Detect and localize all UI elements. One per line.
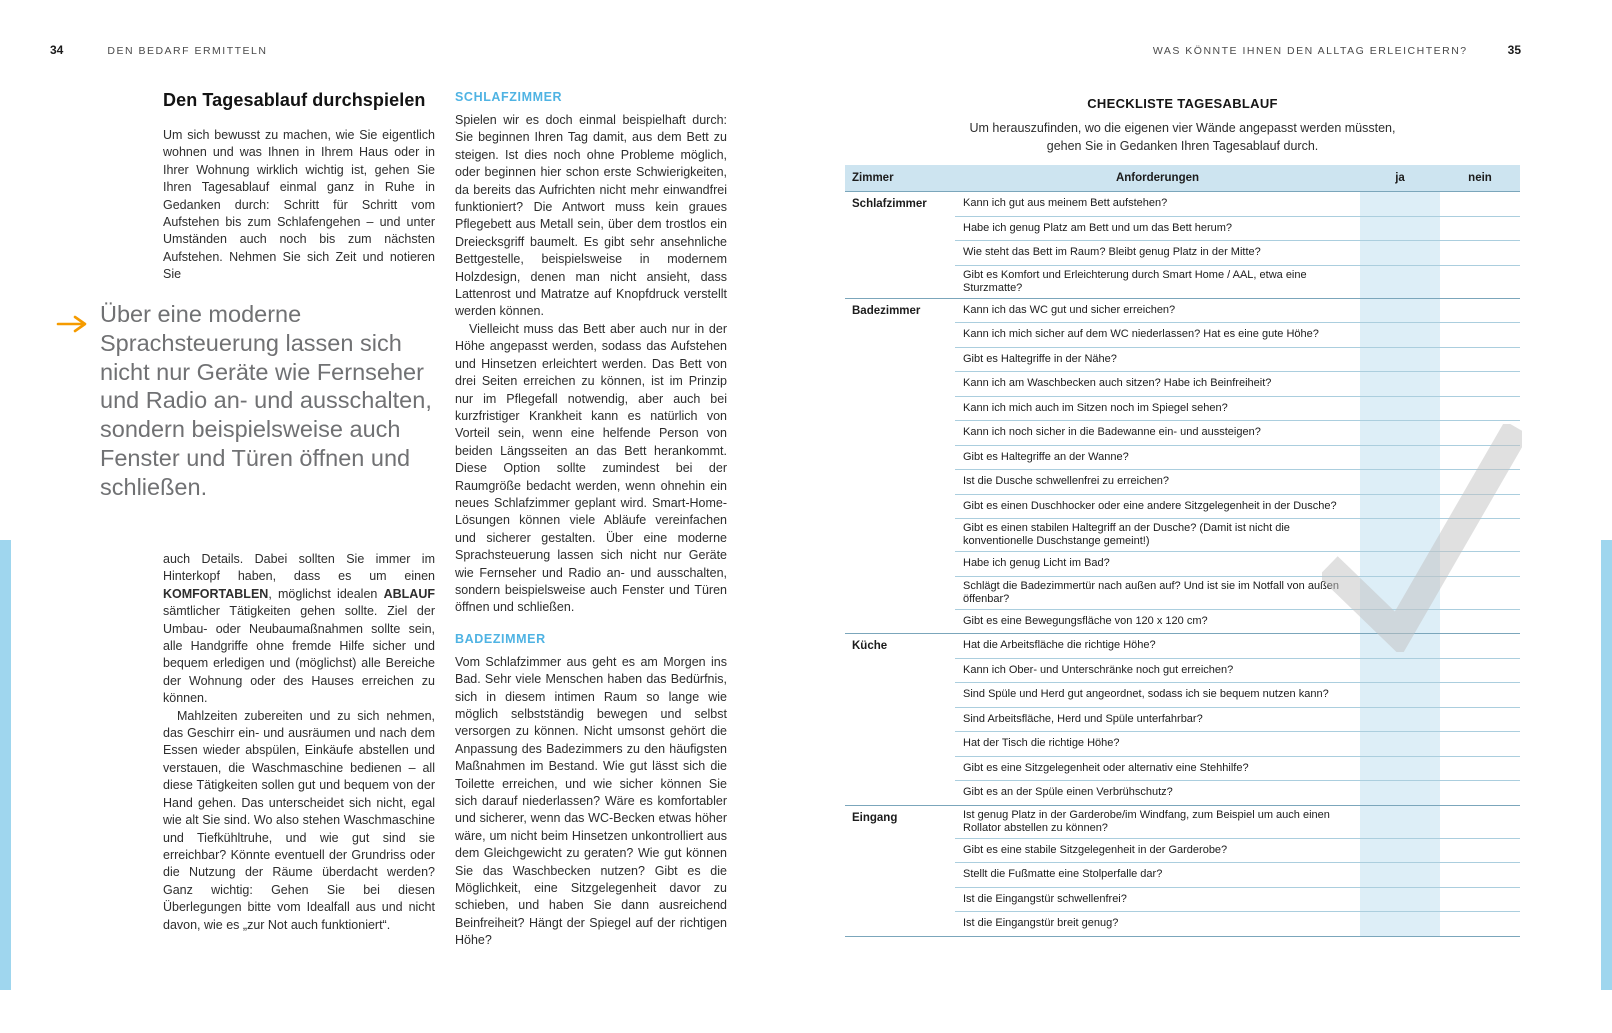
ja-cell (1360, 191, 1440, 216)
ja-cell (1360, 780, 1440, 805)
room-label (845, 756, 955, 781)
room-label (845, 838, 955, 863)
question-cell: Gibt es an der Spüle einen Verbrühschutz? (955, 780, 1360, 805)
ja-cell (1360, 707, 1440, 732)
room-label (845, 216, 955, 241)
question-cell: Gibt es eine Sitzgelegenheit oder alternativ eine Stehhilfe? (955, 756, 1360, 781)
emphasis-text: ABLAUF (383, 586, 435, 601)
body-paragraph (163, 551, 435, 708)
arrow-right-icon (56, 314, 92, 334)
nein-cell (1440, 707, 1520, 732)
table-header-row (845, 165, 1520, 191)
column-header: Anforderungen (1115, 172, 1200, 184)
question-cell: Ist die Eingangstür breit genug? (955, 911, 1360, 936)
table-row (845, 805, 1520, 838)
nein-cell (1440, 191, 1520, 216)
table-row (845, 682, 1520, 707)
ja-cell (1360, 756, 1440, 781)
section-heading: BADEZIMMER (455, 631, 546, 646)
nein-cell (1440, 445, 1520, 470)
ja-cell (1360, 469, 1440, 494)
room-label (845, 658, 955, 683)
question-cell: Gibt es Haltegriffe in der Nähe? (955, 347, 1360, 372)
pull-quote: Über eine moderne Sprachsteuerung lassen sich nicht nur Geräte wie Fernseher und Radio an- und ausschalten, sondern beispielsweise auch Fenster und Türen öffnen und schließen. (100, 301, 432, 500)
ja-cell (1360, 633, 1440, 658)
body-paragraph (455, 321, 727, 617)
text-run: auch Details. Dabei sollten Sie immer im Hinterkopf haben, dass es um einen (163, 552, 435, 584)
question-cell: Kann ich am Waschbecken auch sitzen? Habe ich Beinfreiheit? (955, 371, 1360, 396)
text-run: Spielen wir es doch einmal beispielhaft durch: Sie beginnen Ihren Tag damit, aus dem Bett zu steigen. Ist dies noch ohne Probleme möglich, oder beginnen hier schon erste Schwierigkeiten, da bereits das Aufrichten nicht mehr einwandfrei funktioniert? Die Antwort muss kein graues Pflegebett aus Metall sein, über dem trostlos ein Dreiecksgriff baumelt. Es gibt sehr ansehnliche Bettgestelle, beispielsweise in modernem Holzdesign, denen man nicht ansieht, dass Lattenrost und Matratze auf Knopfdruck verstellt werden können. (455, 113, 727, 319)
left-column-continued (163, 551, 435, 934)
table-row (845, 469, 1520, 494)
left-page-header (50, 43, 267, 57)
question-cell: Gibt es einen Duschhocker oder eine andere Sitzgelegenheit in der Dusche? (955, 494, 1360, 519)
ja-cell (1360, 609, 1440, 634)
nein-cell (1440, 322, 1520, 347)
nein-cell (1440, 216, 1520, 241)
room-label (845, 862, 955, 887)
table-row (845, 298, 1520, 323)
nein-cell (1440, 862, 1520, 887)
room-label (845, 322, 955, 347)
room-label: Küche (845, 633, 955, 658)
question-cell: Kann ich Ober- und Unterschränke noch gut erreichen? (955, 658, 1360, 683)
ja-cell (1360, 347, 1440, 372)
table-row (845, 445, 1520, 470)
nein-cell (1440, 240, 1520, 265)
nein-cell (1440, 494, 1520, 519)
question-cell: Gibt es Haltegriffe an der Wanne? (955, 445, 1360, 470)
nein-cell (1440, 756, 1520, 781)
left-page-column-2 (455, 90, 727, 950)
room-label (845, 469, 955, 494)
left-column-top (163, 90, 435, 284)
question-cell: Ist genug Platz in der Garderobe/im Windfang, zum Beispiel um auch einen Rollator abstellen zu können? (955, 805, 1360, 838)
column-header: nein (1468, 172, 1492, 184)
room-label (845, 887, 955, 912)
left-running-head: DEN BEDARF ERMITTELN (107, 45, 268, 57)
room-label (845, 240, 955, 265)
ja-cell (1360, 658, 1440, 683)
ja-cell (1360, 240, 1440, 265)
ja-cell (1360, 216, 1440, 241)
question-cell: Hat der Tisch die richtige Höhe? (955, 731, 1360, 756)
table-row (845, 887, 1520, 912)
room-label (845, 609, 955, 634)
question-cell: Habe ich genug Licht im Bad? (955, 551, 1360, 576)
room-label (845, 518, 955, 551)
room-label (845, 731, 955, 756)
nein-cell (1440, 911, 1520, 936)
ja-cell (1360, 298, 1440, 323)
question-cell: Kann ich gut aus meinem Bett aufstehen? (955, 191, 1360, 216)
table-row (845, 862, 1520, 887)
table-row (845, 911, 1520, 936)
checklist-heading-block (845, 96, 1520, 155)
question-cell: Stellt die Fußmatte eine Stolperfalle dar? (955, 862, 1360, 887)
table-row (845, 633, 1520, 658)
ja-cell (1360, 576, 1440, 609)
body-paragraph (455, 654, 727, 950)
table-row (845, 780, 1520, 805)
left-edge-bar (0, 540, 11, 990)
room-label: Eingang (845, 805, 955, 838)
ja-cell (1360, 862, 1440, 887)
text-run: Vielleicht muss das Bett aber auch nur in der Höhe angepasst werden, sodass das Aufstehen und Hinsetzen erleichtert werden. Das Bett von drei Seiten erreichen zu können, ist im Prinzip nur im Pflegefall notwendig, aber auch bei kurzfristiger Krankheit kann es natürlich von Vorteil sein, wenn eine helfende Person von beiden Längsseiten an das Bett herankommt. Diese Option sollte zumindest bei der Raumgröße bedacht werden, wenn ohnehin ein neues Schlafzimmer geplant wird. Smart-Home-Lösungen können viele Abläufe vereinfachen und sicherer gestalten. Über eine moderne Sprachsteuerung lassen sich nicht nur Geräte wie Fernseher und Radio an- und ausschalten, sondern beispielsweise auch Fenster und Türen öffnen und schließen. (455, 321, 727, 615)
nein-cell (1440, 518, 1520, 551)
room-label (845, 371, 955, 396)
room-label (845, 911, 955, 936)
text-run: Vom Schlafzimmer aus geht es am Morgen ins Bad. Sehr viele Menschen haben das Bedürfnis, sich in diesem intimen Raum so lange wie möglich selbstständig bewegen und selbst versorgen zu können. Nicht umsonst gehört die Anpassung des Badezimmers zu den häufigsten Maßnahmen im Bestand. Wie gut lässt sich die Toilette erreichen, und wie sicher können Sie sich darauf niederlassen? Wäre es komfortabler und sicherer, wenn das WC-Becken etwas höher wäre, um nicht beim Hinsetzen unkontrolliert aus dem Gleichgewicht zu geraten? Wie gut können Sie das Waschbecken nutzen? Gibt es die Möglichkeit, eine Sitzgelegenheit davor zu schieben, und haben Sie dann ausreichend Beinfreiheit? Hängt der Spiegel auf der richtigen Höhe? (455, 654, 727, 948)
room-label (845, 707, 955, 732)
room-label: Badezimmer (845, 298, 955, 323)
room-label (845, 420, 955, 445)
checklist-table (845, 165, 1520, 937)
question-cell: Ist die Dusche schwellenfrei zu erreichen? (955, 469, 1360, 494)
table-row (845, 322, 1520, 347)
table-row (845, 609, 1520, 634)
nein-cell (1440, 887, 1520, 912)
page-title: Den Tagesablauf durchspielen (163, 90, 426, 110)
room-label: Schlafzimmer (845, 191, 955, 216)
table-row (845, 494, 1520, 519)
nein-cell (1440, 658, 1520, 683)
question-cell: Sind Arbeitsfläche, Herd und Spüle unterfahrbar? (955, 707, 1360, 732)
nein-cell (1440, 265, 1520, 298)
table-row (845, 216, 1520, 241)
room-label (845, 551, 955, 576)
room-label (845, 576, 955, 609)
question-cell: Schlägt die Badezimmertür nach außen auf? Und ist sie im Notfall von außen öffenbar? (955, 576, 1360, 609)
question-cell: Kann ich noch sicher in die Badewanne ein- und aussteigen? (955, 420, 1360, 445)
right-edge-bar (1601, 540, 1612, 990)
nein-cell (1440, 469, 1520, 494)
nein-cell (1440, 805, 1520, 838)
checklist-title: CHECKLISTE TAGESABLAUF (1087, 96, 1278, 111)
body-paragraph (163, 708, 435, 934)
text-run: Mahlzeiten zubereiten und zu sich nehmen, das Geschirr ein- und ausräumen und nach dem Essen wieder abspülen, Einkäufe abstellen und verstauen, die Waschmaschine bedienen – all diese Tätigkeiten sollen gut und bequem von der Hand gehen. Das unterscheidet sich nicht, egal wie alt Sie sind. Wo also stehen Waschmaschine und Tiefkühltruhe, und wie gut sind sie erreichbar? Könnte eventuell der Grundriss oder die Nutzung der Räume überdacht werden? Ganz wichtig: Gehen Sie bei diesen Überlegungen bitte vom Idealfall aus und nicht davon, wie es „zur Not auch funktioniert“. (163, 708, 435, 932)
table-row (845, 347, 1520, 372)
table-row (845, 240, 1520, 265)
ja-cell (1360, 518, 1440, 551)
right-page-header (1153, 43, 1521, 57)
question-cell: Habe ich genug Platz am Bett und um das Bett herum? (955, 216, 1360, 241)
ja-cell (1360, 731, 1440, 756)
question-cell: Hat die Arbeitsfläche die richtige Höhe? (955, 633, 1360, 658)
ja-cell (1360, 838, 1440, 863)
question-cell: Gibt es einen stabilen Haltegriff an der Dusche? (Damit ist nicht die konventionelle Duschstange gemeint!) (955, 518, 1360, 551)
ja-cell (1360, 265, 1440, 298)
table-row (845, 551, 1520, 576)
table-row (845, 396, 1520, 421)
left-page-number: 34 (50, 43, 64, 57)
question-cell: Sind Spüle und Herd gut angeordnet, sodass ich sie bequem nutzen kann? (955, 682, 1360, 707)
table-row (845, 756, 1520, 781)
ja-cell (1360, 682, 1440, 707)
room-label (845, 445, 955, 470)
nein-cell (1440, 609, 1520, 634)
room-label (845, 494, 955, 519)
checklist-subtitle-line-1: Um herauszufinden, wo die eigenen vier Wände angepasst werden müssten, (969, 121, 1396, 135)
nein-cell (1440, 347, 1520, 372)
table-row (845, 658, 1520, 683)
text-run: , möglichst idealen (268, 586, 384, 601)
question-cell: Ist die Eingangstür schwellenfrei? (955, 887, 1360, 912)
table-row (845, 707, 1520, 732)
question-cell: Gibt es eine stabile Sitzgelegenheit in der Garderobe? (955, 838, 1360, 863)
ja-cell (1360, 805, 1440, 838)
right-page-number: 35 (1507, 43, 1521, 57)
table-row (845, 838, 1520, 863)
question-cell: Gibt es eine Bewegungsfläche von 120 x 120 cm? (955, 609, 1360, 634)
nein-cell (1440, 682, 1520, 707)
table-row (845, 371, 1520, 396)
ja-cell (1360, 420, 1440, 445)
table-row (845, 731, 1520, 756)
ja-cell (1360, 551, 1440, 576)
ja-cell (1360, 322, 1440, 347)
room-label (845, 347, 955, 372)
section-heading: SCHLAFZIMMER (455, 90, 563, 104)
text-run: sämtlicher Tätigkeiten gehen sollte. Ziel der Umbau- oder Neubaumaßnahmen sollte sein, alle Handgriffe ohne fremde Hilfe sicher und bequem erledigen und (möglichst) alle Bereiche der Wohnung oder des Hauses erreichen zu können. (163, 604, 435, 706)
nein-cell (1440, 780, 1520, 805)
room-label (845, 265, 955, 298)
right-running-head: WAS KÖNNTE IHNEN DEN ALLTAG ERLEICHTERN? (1152, 45, 1468, 57)
room-label (845, 396, 955, 421)
body-paragraph (455, 112, 727, 321)
ja-cell (1360, 445, 1440, 470)
column-header: ja (1395, 172, 1405, 184)
pullquote-block (56, 300, 448, 502)
nein-cell (1440, 633, 1520, 658)
body-paragraph: Um sich bewusst zu machen, wie Sie eigentlich wohnen und was Ihnen in Ihrem Haus oder in Ihrer Wohnung wirklich wichtig ist, gehen Sie Ihren Tagesablauf einmal ganz in Ruhe in Gedanken durch: Schritt für Schritt vom Aufstehen bis zum Schlafengehen – und unter Umständen auch noch bis zum nächsten Aufstehen. Nehmen Sie sich Zeit und notieren Sie (163, 128, 435, 282)
table-row (845, 420, 1520, 445)
question-cell: Kann ich mich auch im Sitzen noch im Spiegel sehen? (955, 396, 1360, 421)
nein-cell (1440, 551, 1520, 576)
question-cell: Gibt es Komfort und Erleichterung durch Smart Home / AAL, etwa eine Sturzmatte? (955, 265, 1360, 298)
ja-cell (1360, 371, 1440, 396)
nein-cell (1440, 298, 1520, 323)
nein-cell (1440, 420, 1520, 445)
table-row (845, 265, 1520, 298)
emphasis-text: KOMFORTABLEN (163, 586, 269, 601)
column-header: Zimmer (852, 172, 894, 184)
ja-cell (1360, 887, 1440, 912)
question-cell: Wie steht das Bett im Raum? Bleibt genug Platz in der Mitte? (955, 240, 1360, 265)
nein-cell (1440, 396, 1520, 421)
ja-cell (1360, 396, 1440, 421)
question-cell: Kann ich mich sicher auf dem WC niederlassen? Hat es eine gute Höhe? (955, 322, 1360, 347)
table-row (845, 576, 1520, 609)
nein-cell (1440, 371, 1520, 396)
nein-cell (1440, 576, 1520, 609)
checklist-subtitle-line-2: gehen Sie in Gedanken Ihren Tagesablauf durch. (1046, 139, 1319, 153)
room-label (845, 682, 955, 707)
table-row (845, 191, 1520, 216)
ja-cell (1360, 494, 1440, 519)
table-row (845, 518, 1520, 551)
room-label (845, 780, 955, 805)
nein-cell (1440, 838, 1520, 863)
nein-cell (1440, 731, 1520, 756)
ja-cell (1360, 911, 1440, 936)
question-cell: Kann ich das WC gut und sicher erreichen? (955, 298, 1360, 323)
